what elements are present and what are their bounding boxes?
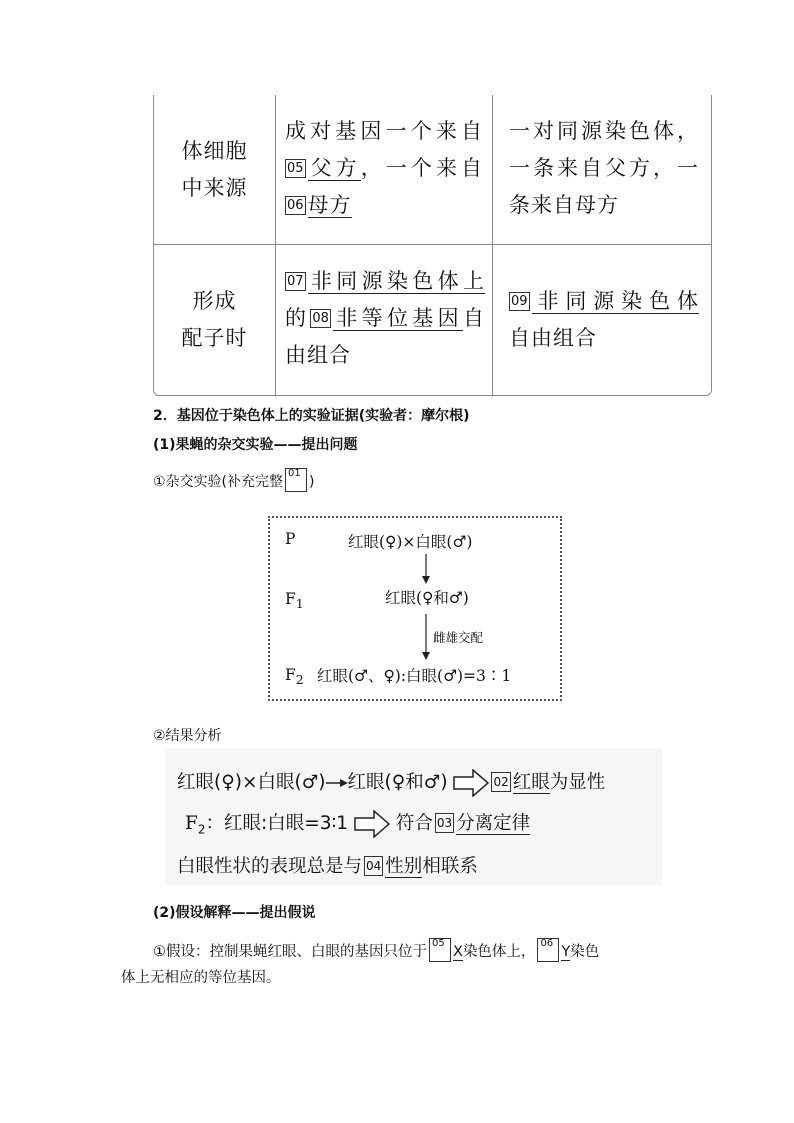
generation-label-f2: $F_2$ bbox=[285, 666, 304, 688]
table-divider bbox=[275, 95, 276, 395]
blank-number: 01 bbox=[288, 468, 301, 479]
hypothesis-line-2: 体上无相应的等位基因。 bbox=[121, 970, 281, 986]
blank-number-badge: 05 bbox=[287, 161, 304, 176]
arrow-down-icon bbox=[420, 614, 432, 660]
item-heading: ②结果分析 bbox=[153, 728, 222, 744]
cell-text: 一对同源染色体，一条来自父方，一条来自母方 bbox=[509, 119, 699, 217]
f1-result-text: 红眼(♀和♂) bbox=[385, 589, 469, 607]
row-label-text: 体细胞 中来源 bbox=[181, 139, 248, 200]
cell-line bbox=[285, 150, 483, 187]
section-heading: 2．基因位于染色体上的实验证据(实验者：摩尔根) bbox=[153, 408, 470, 424]
blank-box: 06 bbox=[537, 938, 559, 962]
item-text: ) bbox=[309, 474, 315, 490]
cell-line: 的 08 非等位基因自 bbox=[285, 306, 486, 330]
cell-chromosome-origin bbox=[509, 113, 699, 224]
item-cross-experiment bbox=[153, 468, 314, 492]
row-label-text: 形成 配子时 bbox=[181, 289, 248, 350]
analysis-box bbox=[165, 748, 662, 885]
mating-label: 雌雄交配 bbox=[433, 630, 484, 645]
blank-number-badge: 02 bbox=[491, 772, 510, 792]
blank-number-badge: 08 bbox=[312, 311, 329, 326]
big-arrow-right-icon bbox=[354, 810, 390, 838]
cell-text: ，一个来自 bbox=[360, 156, 484, 180]
analysis-line-2: $F_2$：红眼:白眼=3∶1 符合 03 分离定律 bbox=[185, 809, 530, 838]
subsection-heading: (2)假设解释——提出假说 bbox=[153, 905, 316, 921]
arrow-right-icon bbox=[326, 778, 348, 788]
cell-gene-gamete bbox=[285, 263, 485, 374]
answer-text: 母方 bbox=[307, 193, 352, 217]
cell-line: 由组合 bbox=[285, 343, 351, 367]
blank-number-badge: 07 bbox=[287, 274, 304, 289]
generation-label-f1: $F_1$ bbox=[285, 590, 304, 612]
blank-number-badge: 03 bbox=[435, 813, 454, 833]
cell-text: 的 bbox=[285, 306, 311, 330]
blank-number-badge: 06 bbox=[287, 198, 304, 213]
cell-line bbox=[509, 283, 699, 320]
cell-line bbox=[285, 263, 485, 300]
blank-box bbox=[285, 468, 307, 492]
parent-cross-text: 红眼(♀)×白眼(♂) bbox=[348, 533, 473, 551]
row-label-gamete-formation bbox=[154, 283, 275, 357]
answer-text: 非同源染色体上 bbox=[307, 269, 485, 293]
blank-number-badge: 09 bbox=[511, 294, 528, 309]
hypothesis-line-1: ①假设：控制果蝇红眼、白眼的基因只位于 05 X染色体上， 06 Y染色 bbox=[153, 938, 600, 960]
cell-line bbox=[285, 113, 483, 150]
cell-line bbox=[285, 187, 483, 224]
blank-box: 05 bbox=[429, 938, 451, 962]
answer-text: 非同源染色体 bbox=[531, 289, 699, 313]
cell-text: 成对基因一个来自 bbox=[285, 119, 483, 143]
analysis-line-3: 白眼性状的表现总是与 04 性别相联系 bbox=[177, 856, 478, 877]
big-arrow-right-icon bbox=[453, 769, 489, 797]
item-text: ①杂交实验(补充完整 bbox=[153, 474, 284, 490]
generation-label-p: P bbox=[285, 530, 296, 548]
answer-text: 非等位基因 bbox=[332, 306, 464, 330]
cell-gene-origin bbox=[285, 113, 483, 224]
f2-result-text: 红眼(♂、♀):白眼(♂)=3∶1 bbox=[317, 667, 512, 685]
subsection-heading: (1)果蝇的杂交实验——提出问题 bbox=[153, 437, 358, 453]
table-divider bbox=[492, 95, 493, 395]
row-label-somatic-origin bbox=[154, 133, 275, 207]
cross-diagram bbox=[268, 516, 562, 701]
comparison-table bbox=[153, 95, 712, 396]
table-divider bbox=[154, 244, 711, 245]
analysis-line-1: 红眼(♀)×白眼(♂) 红眼(♀和♂) 02 红眼为显性 bbox=[177, 768, 605, 797]
arrow-down-icon bbox=[420, 554, 432, 584]
cell-chromosome-gamete bbox=[509, 283, 699, 357]
blank-number-badge: 04 bbox=[364, 856, 383, 876]
cell-text: 自由组合 bbox=[509, 326, 597, 350]
answer-text: 父方 bbox=[307, 156, 361, 180]
